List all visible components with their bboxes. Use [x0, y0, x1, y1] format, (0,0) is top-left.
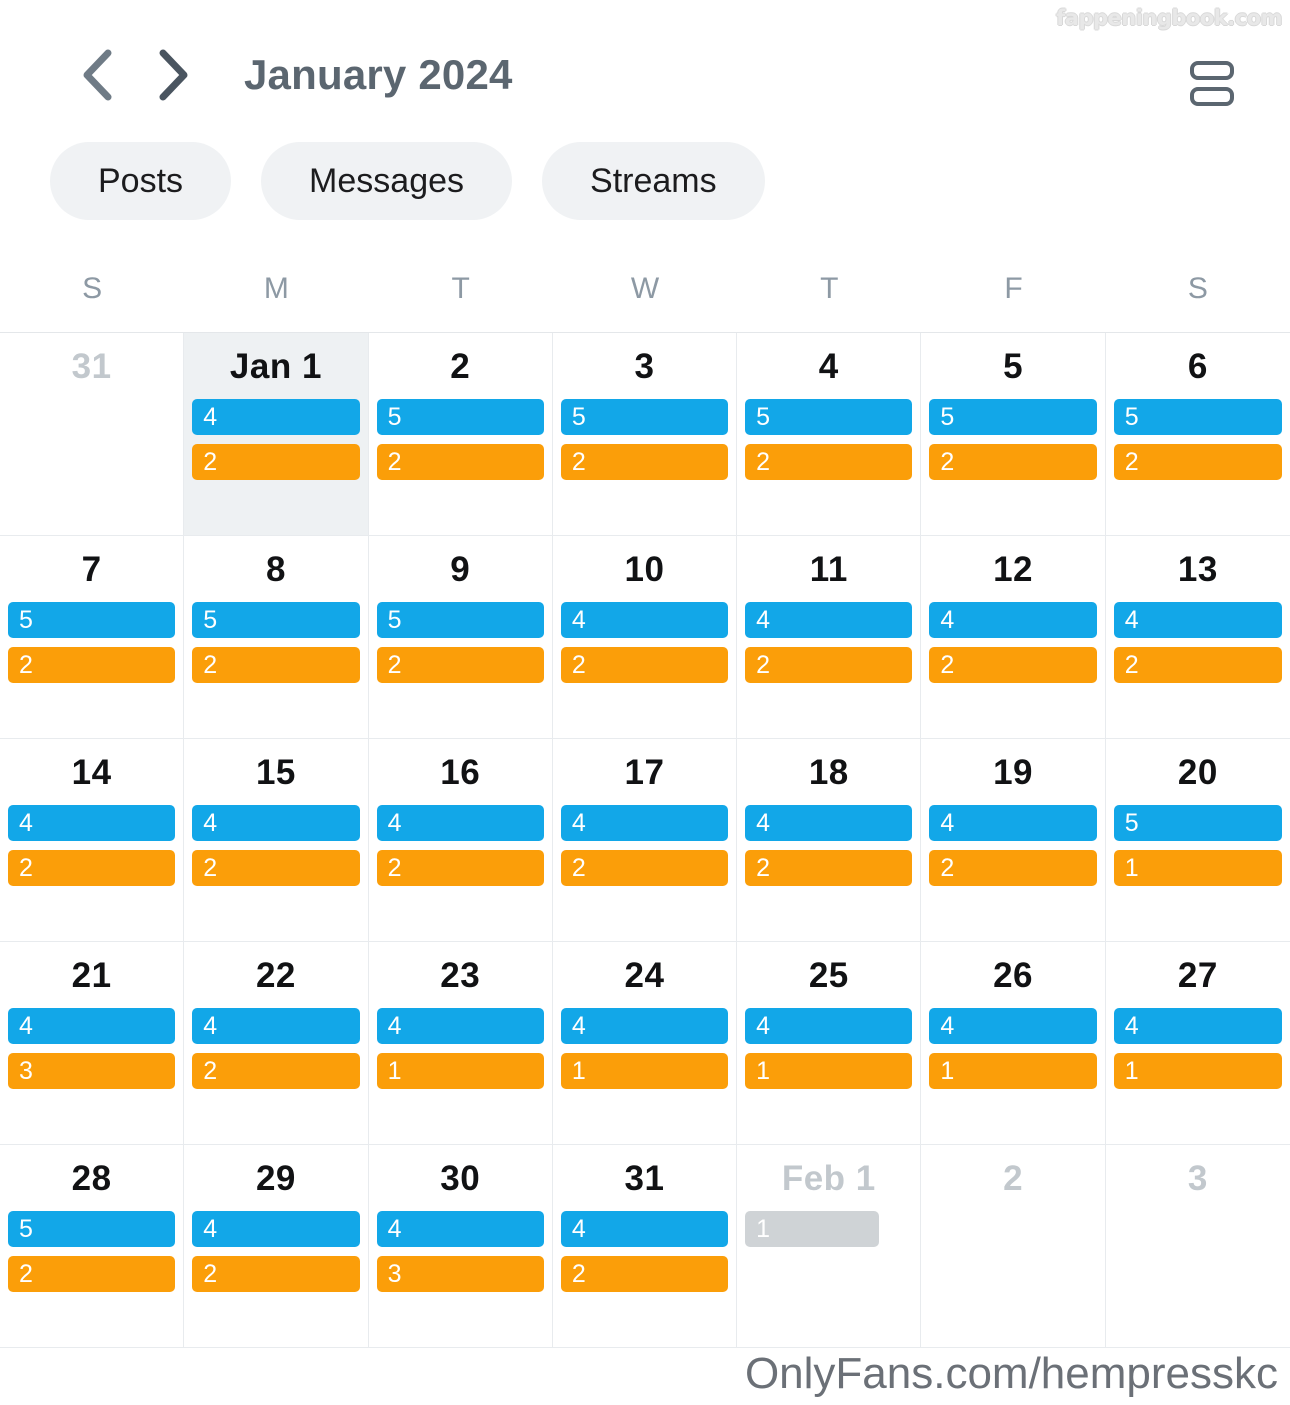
day-event-bars [929, 1008, 1096, 1089]
day-number: 12 [993, 550, 1034, 589]
event-bar-blue[interactable]: 5 [192, 602, 359, 638]
calendar-day-cell[interactable] [921, 536, 1105, 739]
event-bar-blue[interactable]: 5 [377, 602, 544, 638]
event-bar-orange[interactable]: 2 [929, 444, 1096, 480]
calendar-day-cell[interactable] [0, 333, 184, 536]
weekday-label: T [451, 272, 470, 305]
calendar-day-cell[interactable] [1106, 942, 1290, 1145]
day-event-bars [377, 1211, 544, 1292]
event-bar-blue[interactable]: 5 [8, 602, 175, 638]
event-bar-orange[interactable]: 2 [377, 647, 544, 683]
event-bar-orange[interactable]: 1 [929, 1053, 1096, 1089]
day-event-bars [1114, 602, 1282, 683]
day-number: 13 [1177, 550, 1218, 589]
event-bar-blue[interactable]: 4 [745, 805, 912, 841]
day-number: 16 [440, 753, 481, 792]
calendar-day-cell[interactable] [737, 333, 921, 536]
event-bar-blue[interactable]: 4 [745, 602, 912, 638]
day-event-bars [745, 1008, 912, 1089]
watermark-top: fappeningbook.com [1056, 6, 1282, 30]
calendar-day-cell[interactable] [553, 1145, 737, 1348]
day-number: 25 [808, 956, 849, 995]
event-bar-blue[interactable]: 4 [561, 602, 728, 638]
event-bar-blue[interactable]: 5 [561, 399, 728, 435]
calendar-day-cell[interactable] [553, 333, 737, 536]
watermark-bottom: OnlyFans.com/hempresskc [744, 1349, 1278, 1398]
day-number: 14 [71, 753, 112, 792]
event-bar-orange[interactable]: 2 [1114, 647, 1282, 683]
day-event-bars [192, 399, 359, 480]
event-bar-blue[interactable]: 4 [192, 1008, 359, 1044]
calendar-day-cell[interactable] [369, 333, 553, 536]
prev-month-button[interactable] [70, 48, 124, 102]
day-event-bars [1114, 1008, 1282, 1089]
calendar-day-cell[interactable] [0, 942, 184, 1145]
event-bar-blue[interactable]: 4 [929, 805, 1096, 841]
calendar-day-cell[interactable] [553, 739, 737, 942]
calendar-day-cell[interactable] [184, 1145, 368, 1348]
event-bar-blue[interactable]: 4 [377, 1008, 544, 1044]
day-number: 8 [265, 550, 286, 589]
calendar-day-cell[interactable] [1106, 536, 1290, 739]
day-number: 29 [255, 1159, 296, 1198]
filter-chip-messages[interactable]: Messages [261, 142, 512, 220]
event-bar-orange[interactable]: 2 [192, 444, 359, 480]
calendar-day-cell[interactable] [921, 739, 1105, 942]
event-bar-blue[interactable]: 5 [745, 399, 912, 435]
day-event-bars [8, 1008, 175, 1089]
calendar-day-cell[interactable] [737, 536, 921, 739]
day-event-bars [8, 602, 175, 683]
event-bar-orange[interactable]: 2 [377, 444, 544, 480]
event-bar-grey[interactable]: 1 [745, 1211, 879, 1247]
day-number: 11 [809, 550, 848, 589]
calendar-day-cell[interactable] [184, 536, 368, 739]
day-number: 19 [993, 753, 1034, 792]
day-event-bars [561, 1008, 728, 1089]
weekday-label: S [82, 272, 103, 305]
event-bar-blue[interactable]: 4 [561, 805, 728, 841]
weekday-header [0, 272, 1290, 333]
list-view-icon-top [1190, 61, 1234, 80]
event-bar-orange[interactable]: 3 [8, 1053, 175, 1089]
weekday-label: M [263, 272, 289, 305]
event-bar-blue[interactable]: 4 [561, 1008, 728, 1044]
filter-chip-posts[interactable]: Posts [50, 142, 231, 220]
day-event-bars [192, 1211, 359, 1292]
event-bar-orange[interactable]: 2 [561, 1256, 728, 1292]
chevron-right-icon [156, 48, 190, 102]
event-bar-orange[interactable]: 2 [561, 444, 728, 480]
day-number: 2 [450, 347, 471, 386]
day-number: 6 [1187, 347, 1208, 386]
day-event-bars [192, 805, 359, 886]
day-number: 10 [624, 550, 665, 589]
event-bar-blue[interactable]: 4 [192, 805, 359, 841]
calendar-day-cell[interactable] [184, 942, 368, 1145]
day-event-bars [377, 602, 544, 683]
weekday-label: F [1004, 272, 1023, 305]
filter-chip-streams[interactable]: Streams [542, 142, 765, 220]
calendar-day-cell[interactable] [1106, 1145, 1290, 1348]
event-bar-orange[interactable]: 2 [1114, 444, 1282, 480]
day-number: 15 [255, 753, 296, 792]
event-bar-blue[interactable]: 4 [929, 1008, 1096, 1044]
calendar-day-cell[interactable] [369, 1145, 553, 1348]
day-number: 27 [1177, 956, 1218, 995]
calendar-day-cell[interactable] [921, 1145, 1105, 1348]
day-event-bars [1114, 399, 1282, 480]
day-event-bars [377, 805, 544, 886]
event-bar-blue[interactable]: 4 [745, 1008, 912, 1044]
day-event-bars [561, 1211, 728, 1292]
view-toggle-button[interactable] [1186, 57, 1238, 111]
event-bar-orange[interactable]: 2 [929, 850, 1096, 886]
event-bar-blue[interactable]: 4 [377, 1211, 544, 1247]
day-event-bars [377, 1008, 544, 1089]
day-event-bars [192, 1008, 359, 1089]
day-event-bars [745, 399, 912, 480]
event-bar-orange[interactable]: 2 [745, 647, 912, 683]
event-bar-orange[interactable]: 2 [8, 647, 175, 683]
day-number: 28 [71, 1159, 112, 1198]
day-number: 23 [440, 956, 481, 995]
day-event-bars [8, 805, 175, 886]
day-number: 4 [818, 347, 839, 386]
day-number: Jan 1 [229, 347, 322, 386]
page-title: January 2024 [244, 51, 513, 98]
weekday-label: S [1187, 272, 1208, 305]
day-event-bars [745, 1211, 912, 1247]
next-month-button[interactable] [146, 48, 200, 102]
event-bar-orange[interactable]: 1 [1114, 1053, 1282, 1089]
day-number: 5 [1003, 347, 1024, 386]
calendar-day-cell[interactable] [737, 739, 921, 942]
event-bar-blue[interactable]: 4 [8, 1008, 175, 1044]
calendar-day-cell[interactable] [1106, 333, 1290, 536]
event-bar-blue[interactable]: 4 [377, 805, 544, 841]
event-bar-orange[interactable]: 2 [192, 1256, 359, 1292]
day-event-bars [561, 805, 728, 886]
event-bar-blue[interactable]: 5 [1114, 399, 1282, 435]
day-event-bars [745, 805, 912, 886]
day-number: 3 [1187, 1159, 1208, 1198]
event-bar-orange[interactable]: 2 [8, 1256, 175, 1292]
day-event-bars [561, 399, 728, 480]
event-bar-orange[interactable]: 1 [1114, 850, 1282, 886]
calendar-day-cell[interactable] [369, 536, 553, 739]
day-event-bars [929, 805, 1096, 886]
event-bar-orange[interactable]: 1 [561, 1053, 728, 1089]
day-event-bars [377, 399, 544, 480]
event-bar-blue[interactable]: 4 [1114, 602, 1282, 638]
filter-chips [0, 142, 1290, 220]
event-bar-orange[interactable]: 1 [745, 1053, 912, 1089]
day-event-bars [929, 602, 1096, 683]
day-number: 31 [71, 347, 112, 386]
event-bar-orange[interactable]: 2 [377, 850, 544, 886]
event-bar-blue[interactable]: 4 [561, 1211, 728, 1247]
day-event-bars [192, 602, 359, 683]
day-event-bars [929, 399, 1096, 480]
event-bar-blue[interactable]: 5 [929, 399, 1096, 435]
day-event-bars [1114, 805, 1282, 886]
day-number: 21 [71, 956, 112, 995]
event-bar-orange[interactable]: 2 [745, 850, 912, 886]
event-bar-blue[interactable]: 5 [1114, 805, 1282, 841]
event-bar-blue[interactable]: 4 [8, 805, 175, 841]
calendar-day-cell[interactable] [369, 942, 553, 1145]
event-bar-orange[interactable]: 3 [377, 1256, 544, 1292]
day-number: 9 [450, 550, 471, 589]
calendar-grid [0, 333, 1290, 1348]
day-number: 22 [255, 956, 296, 995]
event-bar-blue[interactable]: 4 [1114, 1008, 1282, 1044]
chevron-left-icon [80, 48, 114, 102]
calendar-day-cell[interactable] [0, 739, 184, 942]
day-number: 26 [993, 956, 1034, 995]
event-bar-orange[interactable]: 2 [745, 444, 912, 480]
event-bar-orange[interactable]: 2 [561, 850, 728, 886]
calendar-day-cell[interactable] [1106, 739, 1290, 942]
calendar-day-cell[interactable] [184, 739, 368, 942]
day-number: 2 [1003, 1159, 1024, 1198]
day-number: 31 [624, 1159, 665, 1198]
day-number: 3 [634, 347, 655, 386]
calendar-day-cell[interactable] [0, 1145, 184, 1348]
weekday-label: T [820, 272, 839, 305]
event-bar-orange[interactable]: 2 [192, 850, 359, 886]
calendar-day-cell[interactable] [0, 536, 184, 739]
weekday-label: W [630, 272, 660, 305]
calendar-day-cell[interactable] [737, 1145, 921, 1348]
day-number: Feb 1 [781, 1159, 876, 1198]
day-number: 20 [1177, 753, 1218, 792]
day-number: 17 [624, 753, 665, 792]
calendar-day-cell[interactable] [921, 942, 1105, 1145]
event-bar-orange[interactable]: 2 [929, 647, 1096, 683]
event-bar-orange[interactable]: 2 [561, 647, 728, 683]
calendar-day-cell[interactable] [921, 333, 1105, 536]
day-number: 7 [81, 550, 102, 589]
event-bar-blue[interactable]: 5 [8, 1211, 175, 1247]
event-bar-orange[interactable]: 1 [377, 1053, 544, 1089]
calendar-day-cell[interactable] [737, 942, 921, 1145]
day-event-bars [561, 602, 728, 683]
event-bar-orange[interactable]: 2 [8, 850, 175, 886]
calendar-day-cell[interactable] [553, 942, 737, 1145]
calendar-day-cell[interactable] [184, 333, 368, 536]
day-event-bars [8, 1211, 175, 1292]
calendar-day-cell[interactable] [553, 536, 737, 739]
list-view-icon-bottom [1190, 87, 1234, 106]
event-bar-blue[interactable]: 5 [377, 399, 544, 435]
day-event-bars [745, 602, 912, 683]
event-bar-blue[interactable]: 4 [192, 399, 359, 435]
day-number: 30 [440, 1159, 481, 1198]
calendar-day-cell[interactable] [369, 739, 553, 942]
event-bar-blue[interactable]: 4 [929, 602, 1096, 638]
calendar-header [0, 0, 1290, 150]
day-number: 18 [808, 753, 849, 792]
day-number: 24 [624, 956, 665, 995]
event-bar-orange[interactable]: 2 [192, 1053, 359, 1089]
event-bar-orange[interactable]: 2 [192, 647, 359, 683]
event-bar-blue[interactable]: 4 [192, 1211, 359, 1247]
